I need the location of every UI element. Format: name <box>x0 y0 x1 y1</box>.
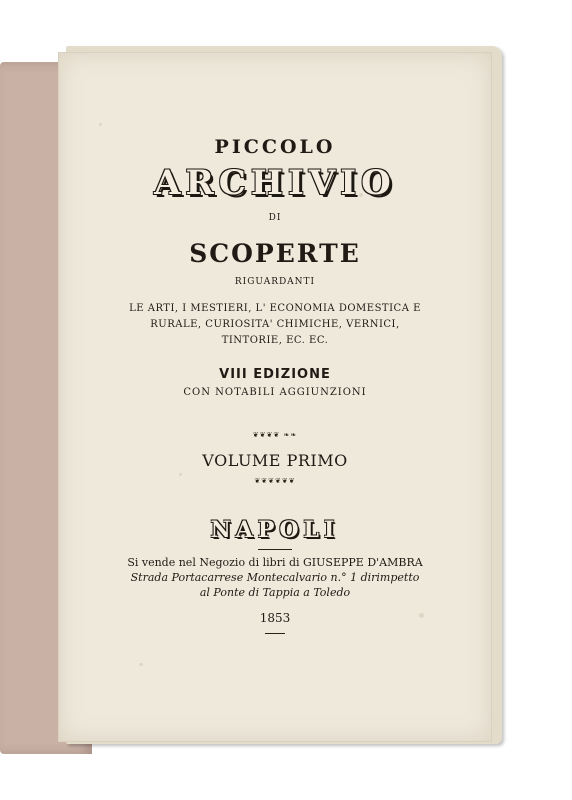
ornament-bottom: ❦❦❦❦❦❦ <box>254 477 296 485</box>
description-line-2: RURALE, CURIOSITA' CHIMICHE, VERNICI, <box>150 319 400 330</box>
title-page <box>58 52 492 742</box>
imprint-line-2: Strada Portacarrese Montecalvario n.° 1 dirimpetto <box>130 571 420 584</box>
ornament-top: ❦❦❦❦ ❧❧ <box>252 431 298 439</box>
imprint-line-1: Si vende nel Negozio di libri di GIUSEPPE D'AMBRA <box>127 556 423 569</box>
subtitle-riguardanti: RIGUARDANTI <box>234 277 316 287</box>
title-line-archivio: ARCHIVIO <box>154 163 396 203</box>
volume-label: VOLUME PRIMO <box>202 451 348 470</box>
title-page-text <box>59 53 491 741</box>
description-line-1: LE ARTI, I MESTIERI, L' ECONOMIA DOMESTICA E <box>129 303 421 314</box>
title-line-piccolo: PICCOLO <box>214 136 336 158</box>
imprint-city: NAPOLI <box>210 517 340 543</box>
divider-rule-small <box>265 633 285 634</box>
edition-label: VIII EDIZIONE <box>219 367 331 382</box>
divider-rule <box>258 549 292 550</box>
title-line-di: DI <box>268 213 282 223</box>
edition-note: CON NOTABILI AGGIUNZIONI <box>183 387 367 398</box>
description-line-3: TINTORIE, EC. EC. <box>221 335 329 346</box>
title-line-scoperte: SCOPERTE <box>189 239 361 268</box>
publication-year: 1853 <box>259 611 291 625</box>
imprint-line-3: al Ponte di Tappia a Toledo <box>199 586 351 599</box>
